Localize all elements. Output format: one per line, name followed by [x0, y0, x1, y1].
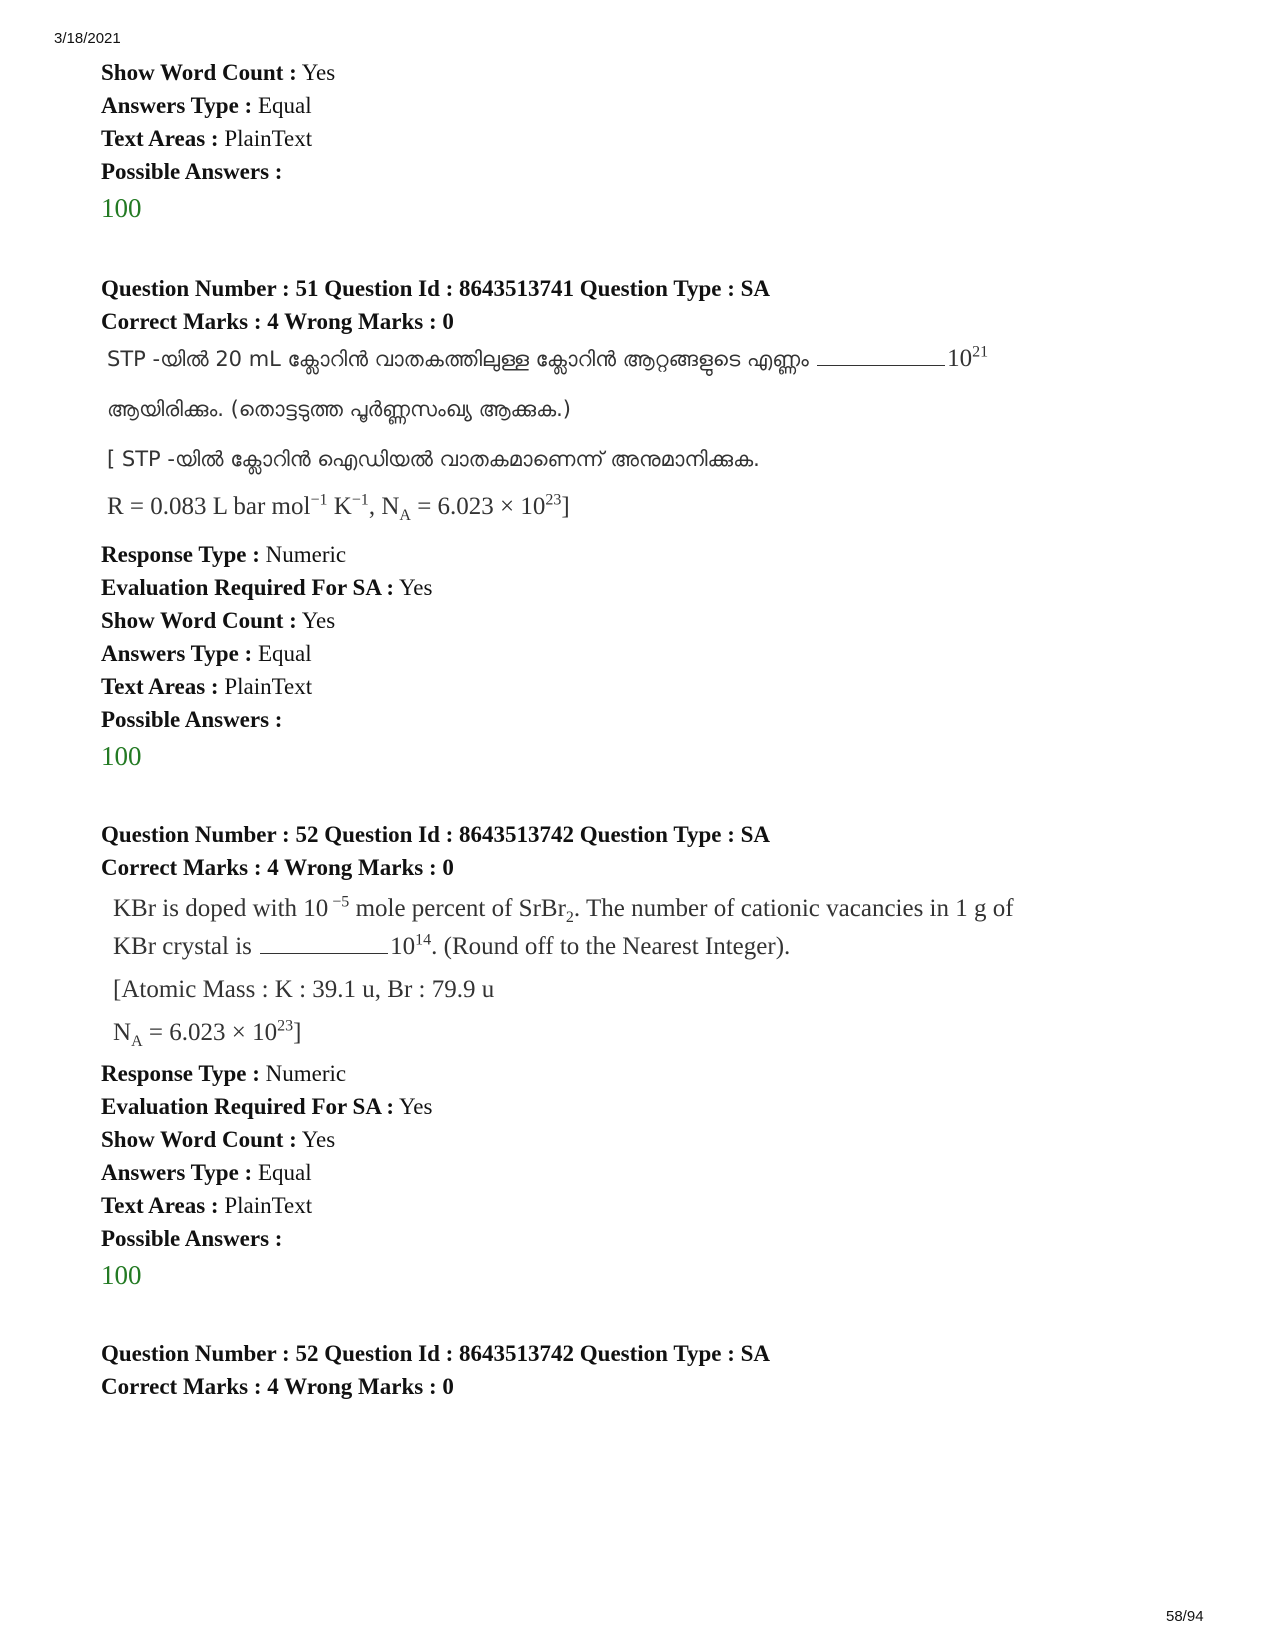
question-id-label: Question Id : — [324, 822, 454, 847]
q51-formula-n: , N — [368, 493, 400, 520]
question-type: SA — [740, 822, 771, 847]
evaluation-value: Yes — [399, 575, 433, 600]
q52-power-base: 10 — [390, 933, 416, 960]
q52-line-4 — [113, 1017, 302, 1050]
question-id-label: Question Id : — [324, 1341, 454, 1366]
possible-answer-value: 100 — [101, 193, 142, 223]
q52-line-1-mid: mole percent of SrBr — [349, 895, 566, 922]
possible-answers-label: Possible Answers : — [101, 159, 283, 184]
correct-marks: 4 — [267, 309, 279, 334]
wrong-marks-label: Wrong Marks : — [284, 855, 437, 880]
q51-formula-value-exp: 23 — [545, 491, 562, 509]
q52-question-text — [113, 895, 1193, 1060]
answers-type-label: Answers Type : — [101, 641, 253, 666]
q51-title-row — [101, 272, 770, 305]
print-date: 3/18/2021 — [54, 30, 121, 47]
answer-blank — [260, 952, 388, 954]
answers-type-row — [101, 89, 335, 122]
text-areas-label: Text Areas : — [101, 1193, 219, 1218]
q52-marks-row — [101, 851, 770, 884]
q51-line-1-text: STP -യിൽ 20 mL ക്ലോറിൻ വാതകത്തിലുള്ള ക്ലോറിൻ ആറ്റങ്ങളുടെ എണ്ണം — [107, 347, 809, 371]
correct-marks: 4 — [267, 1374, 279, 1399]
response-type-label: Response Type : — [101, 1061, 260, 1086]
q52-line-1-end: . The number of cationic vacancies in 1 g of — [573, 895, 1014, 922]
q51-line-1 — [107, 345, 988, 373]
text-areas-label: Text Areas : — [101, 126, 219, 151]
q52-formula-value-exp: 23 — [277, 1017, 294, 1035]
response-type-value: Numeric — [265, 542, 347, 567]
wrong-marks: 0 — [442, 309, 454, 334]
previous-question-meta — [101, 56, 335, 226]
question-number: 52 — [295, 822, 319, 847]
question-type-label: Question Type : — [579, 276, 735, 301]
show-word-count-label: Show Word Count : — [101, 60, 297, 85]
wrong-marks: 0 — [442, 1374, 454, 1399]
possible-answers-row — [101, 1222, 432, 1255]
question-type: SA — [740, 276, 771, 301]
q52-formula-close: ] — [293, 1019, 302, 1046]
q51-line-4 — [107, 491, 570, 524]
wrong-marks-label: Wrong Marks : — [284, 309, 437, 334]
q52-meta — [101, 1057, 432, 1293]
correct-marks-label: Correct Marks : — [101, 309, 262, 334]
answers-type-row — [101, 1156, 432, 1189]
q51-line-2-text: ആയിരിക്കും. (തൊട്ടടുത്ത പൂർണ്ണസംഖ്യ ആക്കുക.) — [107, 397, 571, 421]
q52-repeat-marks-row — [101, 1370, 770, 1403]
text-areas-row — [101, 670, 432, 703]
q51-meta — [101, 538, 432, 774]
question-number-label: Question Number : — [101, 276, 290, 301]
q51-power-base: 10 — [947, 345, 973, 372]
q51-formula-k: K — [327, 493, 352, 520]
show-word-count-label: Show Word Count : — [101, 1127, 297, 1152]
text-areas-row — [101, 1189, 432, 1222]
q51-marks-row — [101, 305, 770, 338]
show-word-count-row — [101, 56, 335, 89]
q51-formula-value: = 6.023 × 10 — [410, 493, 546, 520]
text-areas-row — [101, 122, 335, 155]
possible-answers-row — [101, 155, 335, 188]
response-type-label: Response Type : — [101, 542, 260, 567]
question-type: SA — [740, 1341, 771, 1366]
q52-formula-n-sub: A — [131, 1033, 143, 1050]
q51-question-text — [107, 345, 1187, 535]
question-number-label: Question Number : — [101, 1341, 290, 1366]
q52-line-3 — [113, 976, 494, 1004]
q52-line-1 — [113, 893, 1014, 926]
evaluation-row — [101, 1090, 432, 1123]
show-word-count-label: Show Word Count : — [101, 608, 297, 633]
q52-formula-value: = 6.023 × 10 — [142, 1019, 278, 1046]
question-number-label: Question Number : — [101, 822, 290, 847]
q51-formula-close: ] — [561, 493, 570, 520]
text-areas-value: PlainText — [224, 1193, 313, 1218]
q51-power-exp: 21 — [972, 343, 989, 361]
answers-type-value: Equal — [257, 1160, 312, 1185]
evaluation-label: Evaluation Required For SA : — [101, 575, 395, 600]
q51-formula-r-exp: −1 — [310, 491, 328, 509]
answers-type-value: Equal — [257, 93, 312, 118]
show-word-count-value: Yes — [301, 608, 336, 633]
correct-marks-label: Correct Marks : — [101, 855, 262, 880]
q52-header — [101, 818, 770, 884]
page-number: 58/94 — [1166, 1608, 1204, 1625]
q51-line-3 — [107, 445, 760, 473]
question-type-label: Question Type : — [579, 1341, 735, 1366]
q52-repeat-title-row — [101, 1337, 770, 1370]
answers-type-value: Equal — [257, 641, 312, 666]
correct-marks: 4 — [267, 855, 279, 880]
q51-header — [101, 272, 770, 338]
q51-line-2 — [107, 395, 571, 423]
show-word-count-value: Yes — [301, 60, 336, 85]
response-type-row — [101, 1057, 432, 1090]
possible-answers-label: Possible Answers : — [101, 707, 283, 732]
question-id: 8643513741 — [459, 276, 575, 301]
response-type-value: Numeric — [265, 1061, 347, 1086]
q52-line-1-start: KBr is doped with 10 — [113, 895, 329, 922]
question-number: 52 — [295, 1341, 319, 1366]
show-word-count-row — [101, 1123, 432, 1156]
question-id: 8643513742 — [459, 1341, 575, 1366]
q52-line-1-exp: −5 — [328, 893, 350, 911]
show-word-count-value: Yes — [301, 1127, 336, 1152]
correct-marks-label: Correct Marks : — [101, 1374, 262, 1399]
question-id-label: Question Id : — [324, 276, 454, 301]
q51-formula-n-sub: A — [399, 507, 411, 524]
question-type-label: Question Type : — [579, 822, 735, 847]
answers-type-label: Answers Type : — [101, 93, 253, 118]
text-areas-value: PlainText — [224, 126, 313, 151]
response-type-row — [101, 538, 432, 571]
text-areas-value: PlainText — [224, 674, 313, 699]
question-number: 51 — [295, 276, 319, 301]
q52-line-3-text: [Atomic Mass : K : 39.1 u, Br : 79.9 u — [113, 976, 495, 1003]
possible-answer-value: 100 — [101, 1260, 142, 1290]
answers-type-label: Answers Type : — [101, 1160, 253, 1185]
q51-line-3-text: [ STP -യിൽ ക്ലോറിൻ ഐഡിയൽ വാതകമാണെന്ന് അനുമാനിക്കുക. — [107, 447, 760, 471]
evaluation-label: Evaluation Required For SA : — [101, 1094, 395, 1119]
possible-answers-row — [101, 703, 432, 736]
evaluation-row — [101, 571, 432, 604]
evaluation-value: Yes — [399, 1094, 433, 1119]
q51-formula-r: R = 0.083 L bar mol — [107, 493, 311, 520]
q52-power-exp: 14 — [415, 931, 432, 949]
q51-formula-k-exp: −1 — [351, 491, 369, 509]
question-id: 8643513742 — [459, 822, 575, 847]
possible-answer-value: 100 — [101, 741, 142, 771]
q52-line-2 — [113, 933, 790, 961]
show-word-count-row — [101, 604, 432, 637]
wrong-marks: 0 — [442, 855, 454, 880]
q52-line-2-start: KBr crystal is — [113, 933, 252, 960]
answers-type-row — [101, 637, 432, 670]
q52-title-row — [101, 818, 770, 851]
answer-blank — [817, 364, 945, 366]
wrong-marks-label: Wrong Marks : — [284, 1374, 437, 1399]
q52-formula-n: N — [113, 1019, 132, 1046]
q52-line-2-end: . (Round off to the Nearest Integer). — [431, 933, 791, 960]
q52-repeat-header — [101, 1337, 770, 1403]
text-areas-label: Text Areas : — [101, 674, 219, 699]
q52-line-1-sub: 2 — [565, 909, 574, 926]
possible-answers-label: Possible Answers : — [101, 1226, 283, 1251]
